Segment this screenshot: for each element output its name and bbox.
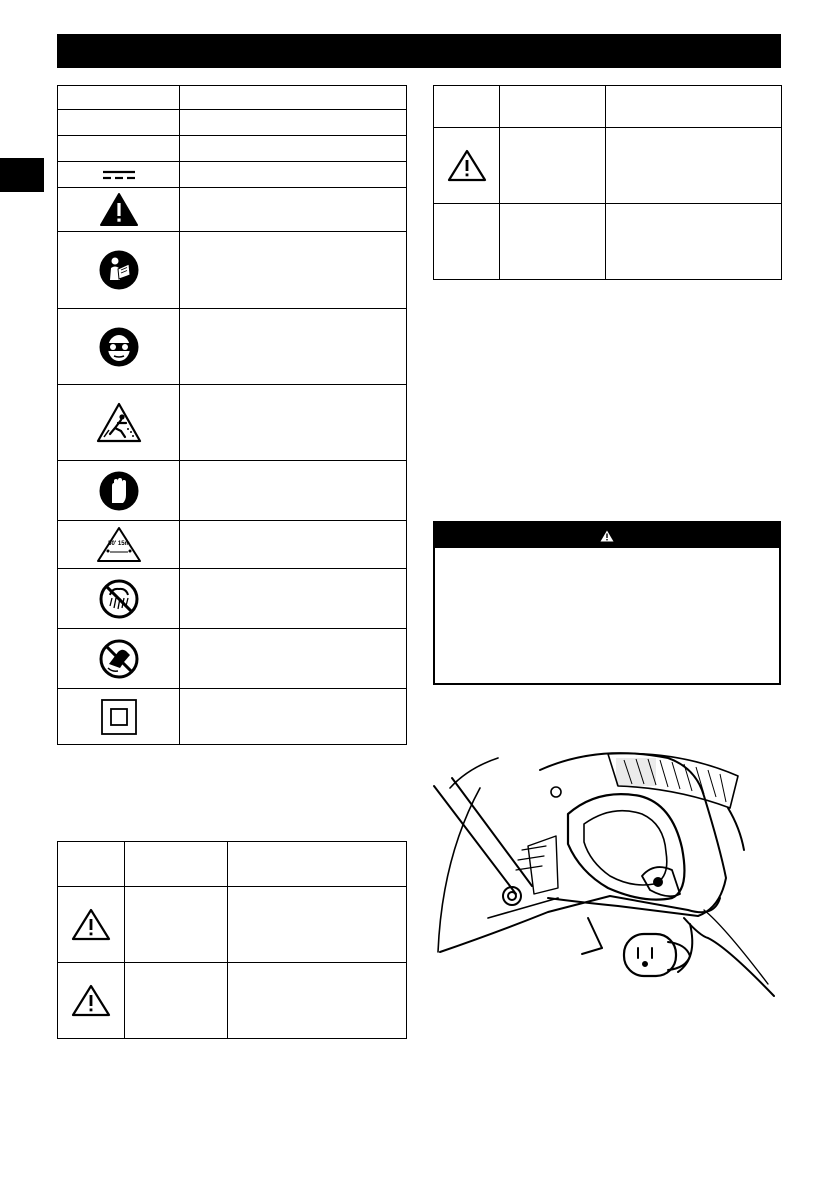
table-row [58, 521, 407, 569]
warning-box [433, 521, 781, 685]
table-row [434, 204, 782, 280]
table-row [58, 162, 407, 188]
safety-alert-filled-icon [99, 192, 139, 228]
read-manual-icon [99, 250, 139, 290]
table-row [58, 110, 407, 136]
signal-words-table-left [57, 841, 407, 1039]
table-row [58, 136, 407, 162]
table-row [58, 689, 407, 745]
table-row [58, 309, 407, 385]
table-row [58, 86, 407, 110]
table-row [58, 629, 407, 689]
warning-triangle-icon [447, 149, 487, 183]
table-row [434, 86, 782, 128]
section-title-bar [57, 34, 781, 68]
language-side-tab [0, 158, 44, 192]
table-row [58, 963, 407, 1039]
table-row [58, 842, 407, 887]
double-insulation-icon [99, 697, 139, 737]
direct-current-icon [99, 168, 139, 182]
thrown-objects-icon [95, 401, 143, 445]
table-row [58, 232, 407, 309]
extension-cord-illustration [428, 748, 778, 1000]
safety-alert-small-icon [600, 530, 614, 542]
warning-triangle-icon [71, 984, 111, 1018]
extension-cord-diagram [428, 748, 778, 1000]
table-row [434, 128, 782, 204]
wear-gloves-icon [99, 471, 139, 511]
disconnect-power-icon [98, 638, 140, 680]
svg-text:50' 15m: 50' 15m [107, 540, 130, 547]
table-row [58, 569, 407, 629]
table-row [58, 887, 407, 963]
eye-protection-icon [99, 327, 139, 367]
warning-header [435, 523, 779, 548]
table-row [58, 385, 407, 461]
signal-words-table-right [433, 85, 782, 280]
warning-triangle-icon [71, 908, 111, 942]
table-row [58, 461, 407, 521]
keep-bystanders-away-icon [96, 526, 142, 564]
symbols-table [57, 85, 407, 745]
no-rain-icon [98, 578, 140, 620]
table-row [58, 188, 407, 232]
